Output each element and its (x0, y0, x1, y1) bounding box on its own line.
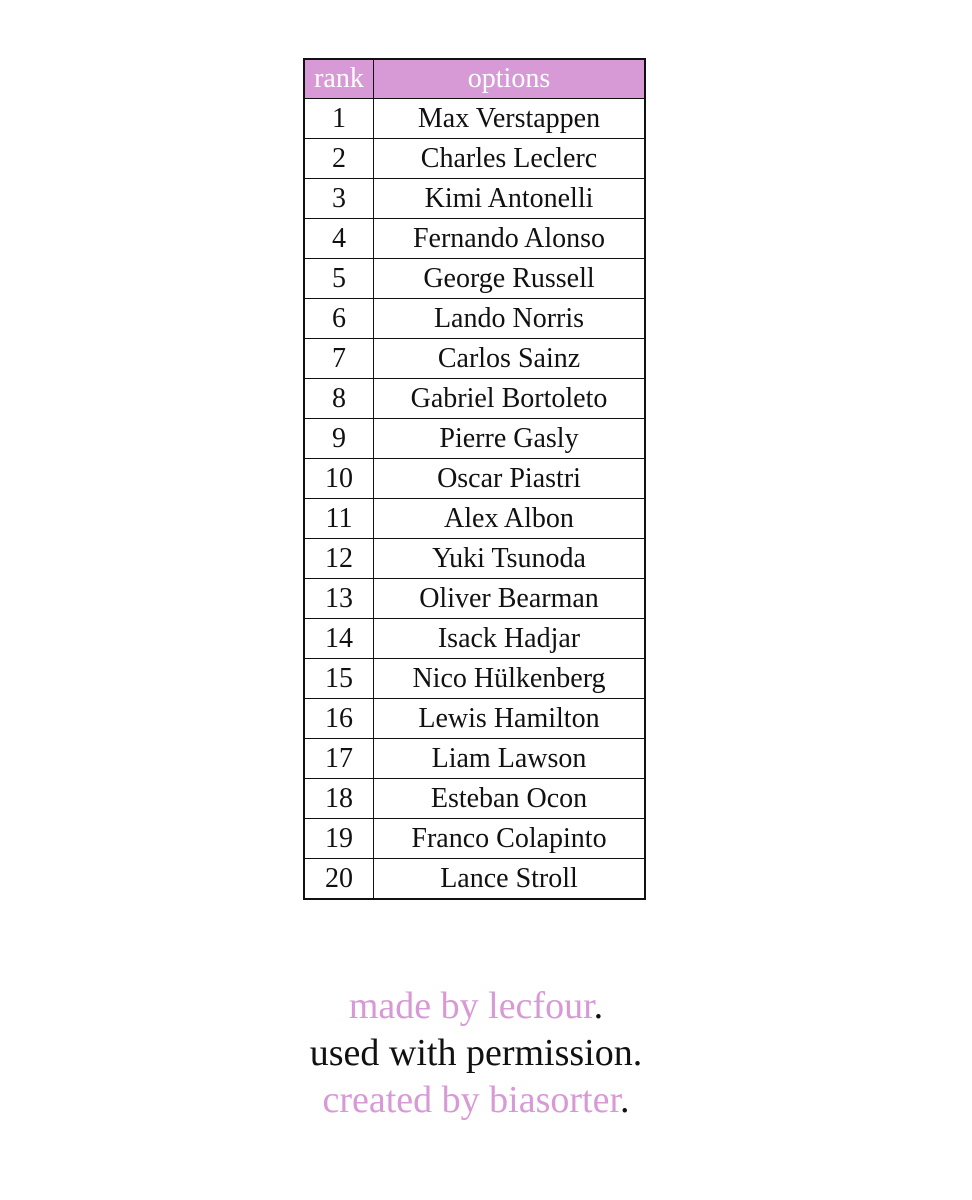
table-row (304, 499, 645, 539)
table-row (304, 339, 645, 379)
made-by-text: made by lecfour (348, 985, 594, 1027)
rank-cell: 5 (304, 259, 374, 299)
option-name-cell: Lance Stroll (374, 859, 646, 900)
table-row (304, 459, 645, 499)
rank-cell: 17 (304, 739, 374, 779)
option-name-cell: Yuki Tsunoda (374, 539, 646, 579)
rank-cell: 11 (304, 499, 374, 539)
table-row (304, 699, 645, 739)
created-by-text: created by biasorter (322, 1079, 621, 1121)
option-name-cell: Kimi Antonelli (374, 179, 646, 219)
option-name-cell: Pierre Gasly (374, 419, 646, 459)
option-name-cell: Nico Hülkenberg (374, 659, 646, 699)
rank-cell: 6 (304, 299, 374, 339)
rank-cell: 9 (304, 419, 374, 459)
table-header (304, 59, 645, 99)
option-name-cell: Oliver Bearman (374, 579, 646, 619)
table-row (304, 579, 645, 619)
table-row (304, 379, 645, 419)
table-row (304, 139, 645, 179)
made-by-period: . (593, 985, 604, 1027)
ranking-table (303, 58, 646, 900)
option-name-cell: Esteban Ocon (374, 779, 646, 819)
credit-line-permission: used with permission. (309, 1032, 643, 1074)
option-name-cell: Lando Norris (374, 299, 646, 339)
credits-footer (0, 983, 952, 1124)
rank-cell: 15 (304, 659, 374, 699)
rank-cell: 13 (304, 579, 374, 619)
rank-column-header: rank (304, 59, 374, 99)
option-name-cell: Isack Hadjar (374, 619, 646, 659)
credit-line-created-by (0, 1077, 952, 1124)
table-row (304, 779, 645, 819)
table-row (304, 739, 645, 779)
table-row (304, 539, 645, 579)
option-name-cell: Carlos Sainz (374, 339, 646, 379)
rank-cell: 1 (304, 99, 374, 139)
rank-cell: 19 (304, 819, 374, 859)
rank-cell: 16 (304, 699, 374, 739)
rank-cell: 4 (304, 219, 374, 259)
table-body (304, 99, 645, 900)
option-name-cell: Charles Leclerc (374, 139, 646, 179)
credit-line-made-by (0, 983, 952, 1030)
rank-cell: 7 (304, 339, 374, 379)
option-name-cell: Max Verstappen (374, 99, 646, 139)
rank-cell: 18 (304, 779, 374, 819)
option-name-cell: Franco Colapinto (374, 819, 646, 859)
table-row (304, 219, 645, 259)
option-name-cell: Gabriel Bortoleto (374, 379, 646, 419)
rank-cell: 14 (304, 619, 374, 659)
rank-cell: 10 (304, 459, 374, 499)
table-row (304, 659, 645, 699)
option-name-cell: Alex Albon (374, 499, 646, 539)
table-row (304, 299, 645, 339)
rank-cell: 20 (304, 859, 374, 900)
table-row (304, 419, 645, 459)
table-row (304, 179, 645, 219)
header-row (304, 59, 645, 99)
created-by-period: . (620, 1079, 630, 1121)
rank-cell: 8 (304, 379, 374, 419)
table-row (304, 259, 645, 299)
table-row (304, 859, 645, 900)
option-name-cell: George Russell (374, 259, 646, 299)
rank-cell: 3 (304, 179, 374, 219)
rank-cell: 2 (304, 139, 374, 179)
option-name-cell: Oscar Piastri (374, 459, 646, 499)
table-row (304, 99, 645, 139)
option-name-cell: Lewis Hamilton (374, 699, 646, 739)
options-column-header: options (374, 59, 646, 99)
option-name-cell: Liam Lawson (374, 739, 646, 779)
option-name-cell: Fernando Alonso (374, 219, 646, 259)
table-row (304, 819, 645, 859)
table-row (304, 619, 645, 659)
rank-cell: 12 (304, 539, 374, 579)
